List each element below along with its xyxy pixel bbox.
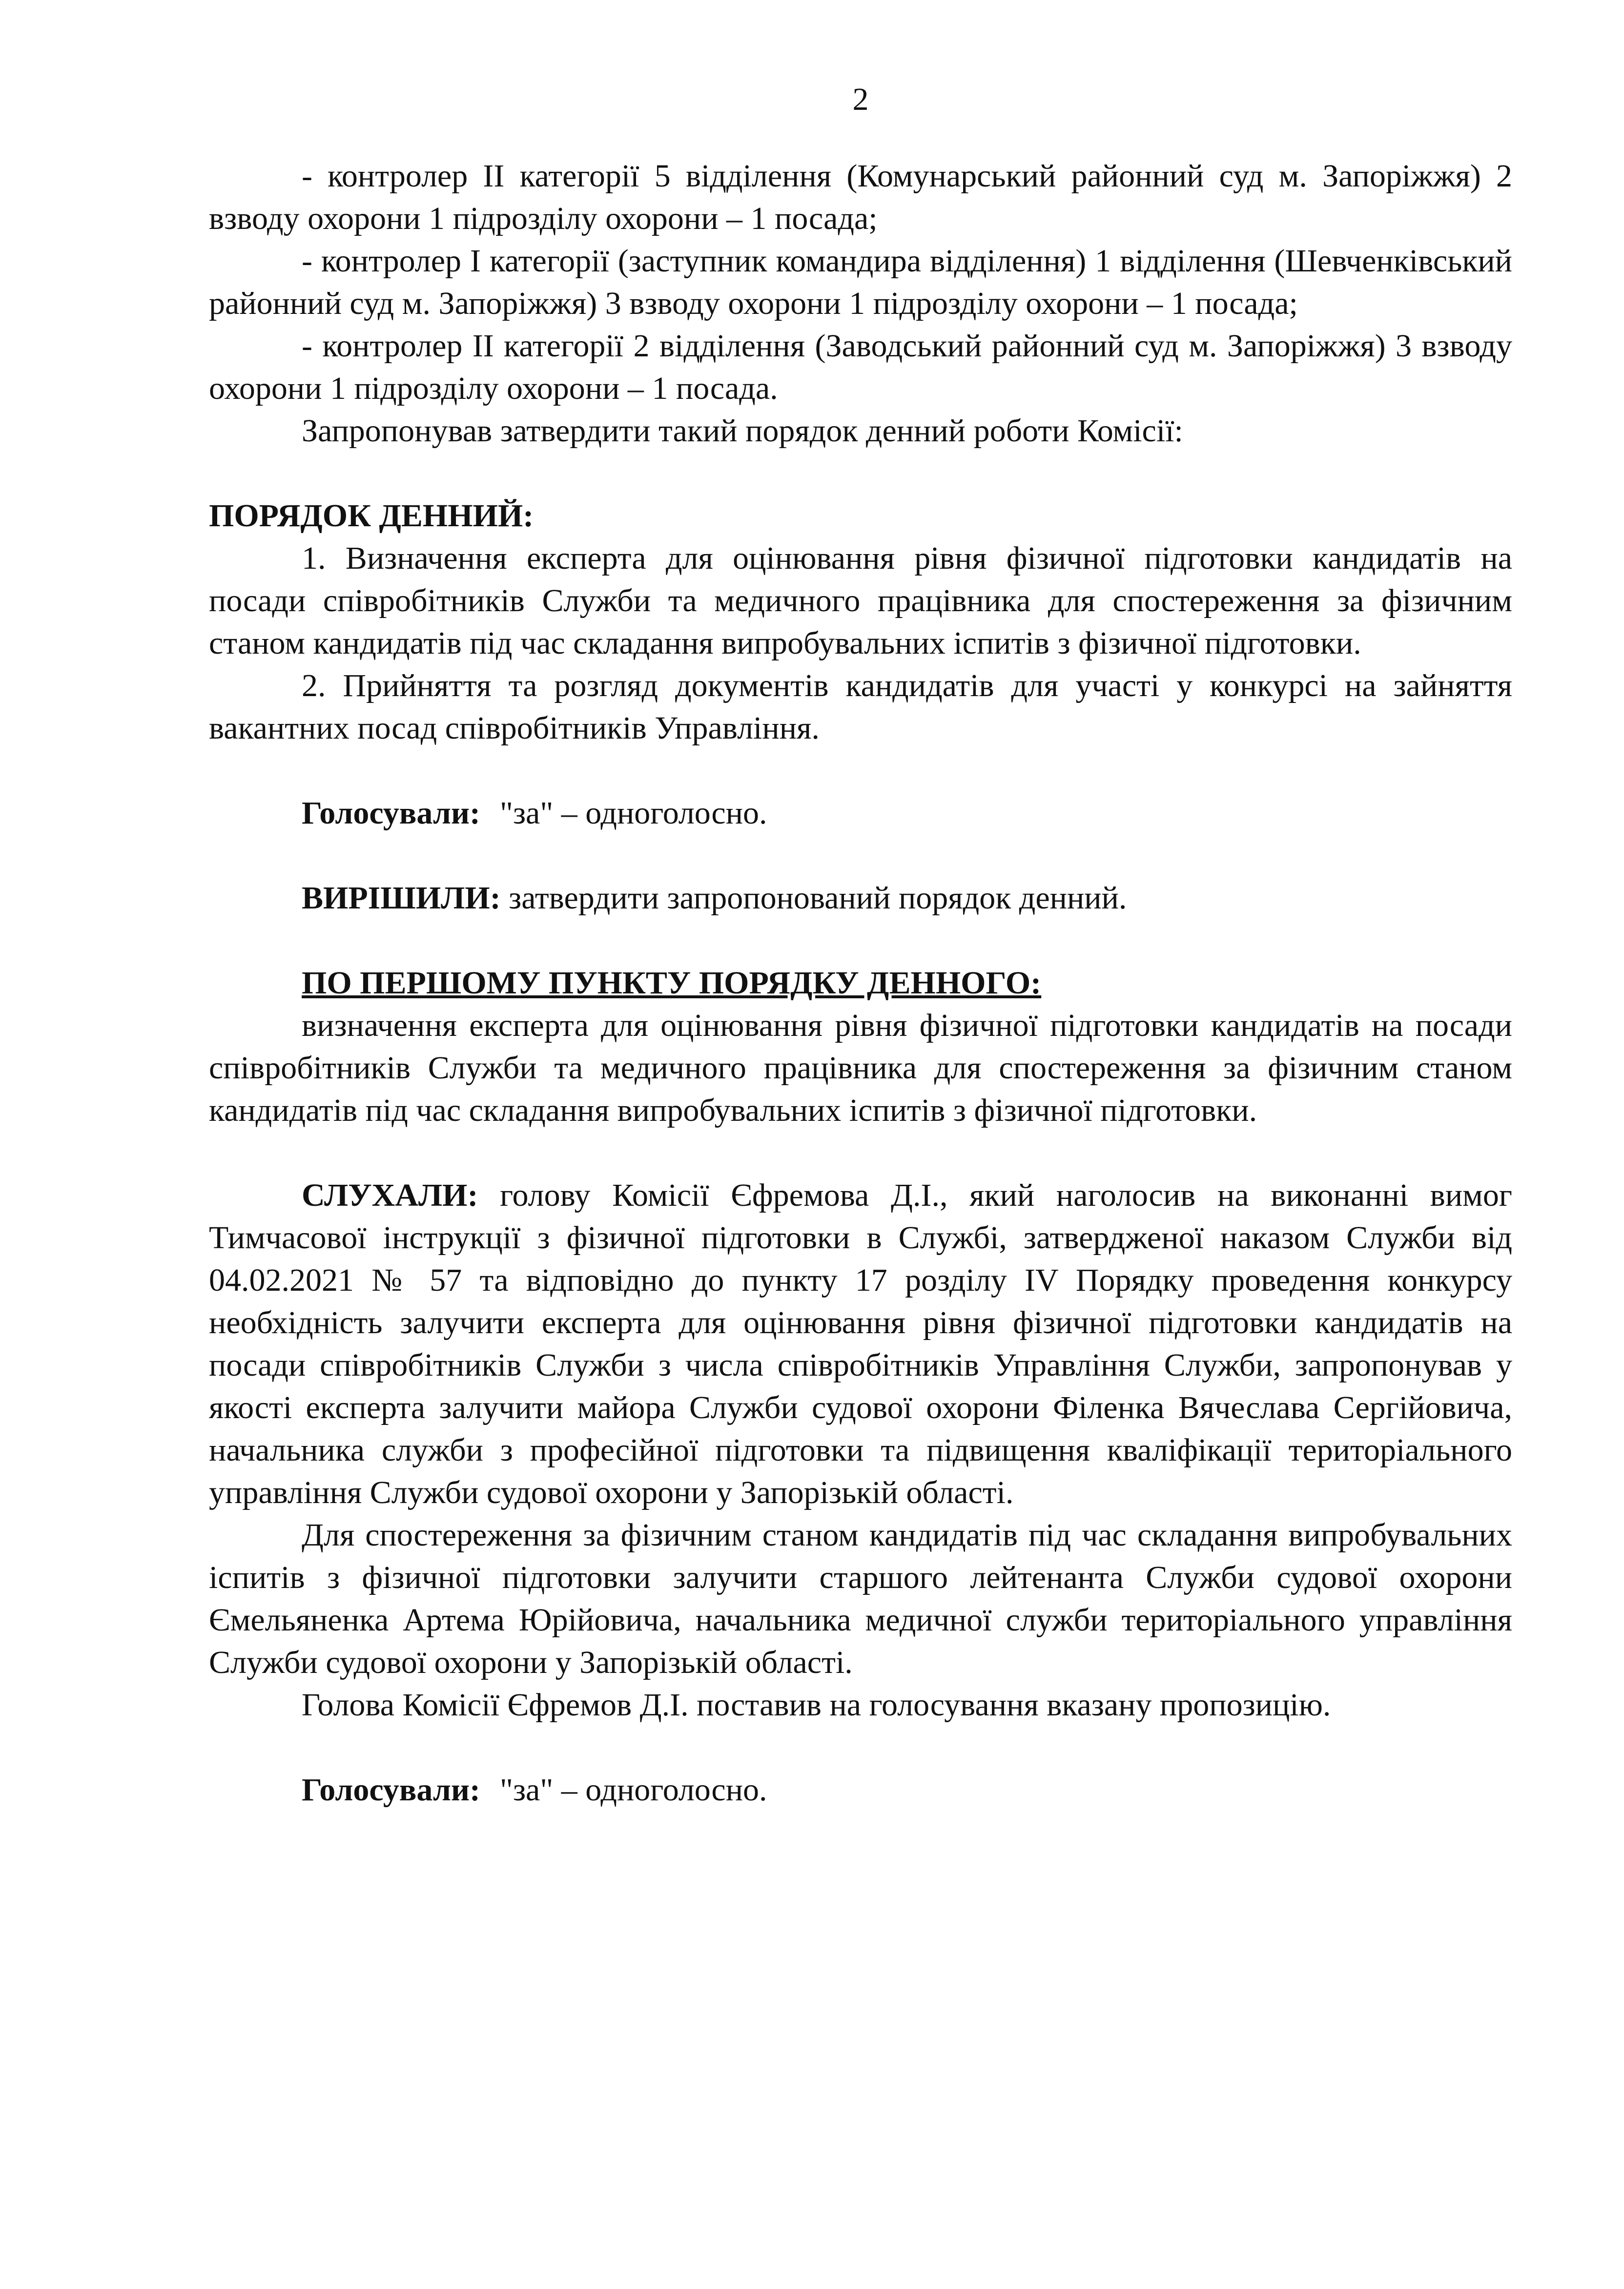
vote-result-2 <box>209 1769 1512 1811</box>
decision-label: ВИРІШИЛИ: <box>302 880 501 916</box>
vote-value: "за" – одноголосно. <box>500 1772 767 1808</box>
chair-paragraph: Голова Комісії Єфремов Д.І. поставив на голосування вказану пропозицію. <box>302 1687 1331 1723</box>
vote-label: Голосували: <box>302 795 481 831</box>
first-item-text: визначення експерта для оцінювання рівня фізичної підготовки кандидатів на посади співробітників Служби та медичного працівника для спостереження за фізичним станом кандидатів під час складання випробувальних іспитів з фізичної підготовки. <box>209 1008 1512 1128</box>
list-item: - контролер I категорії (заступник командира відділення) 1 відділення (Шевченківський районний суд м. Запоріжжя) 3 взводу охорони 1 підрозділу охорони – 1 посада; <box>209 243 1512 321</box>
first-item-heading: ПО ПЕРШОМУ ПУНКТУ ПОРЯДКУ ДЕННОГО: <box>302 965 1042 1001</box>
heard-label: СЛУХАЛИ: <box>302 1177 478 1213</box>
list-item: - контролер II категорії 5 відділення (Комунарський районний суд м. Запоріжжя) 2 взводу охорони 1 підрозділу охорони – 1 посада; <box>209 158 1512 236</box>
vote-label: Голосували: <box>302 1772 481 1808</box>
decision-1 <box>209 877 1512 919</box>
medical-paragraph: Для спостереження за фізичним станом кандидатів під час складання випробувальних іспитів з фізичної підготовки залучити старшого лейтенанта Служби судової охорони Ємельяненка Артема Юрійовича, начальника медичної служби територіального управління Служби судової охорони у Запорізькій області. <box>209 1517 1512 1680</box>
agenda-intro: Запропонував затвердити такий порядок денний роботи Комісії: <box>302 413 1183 449</box>
agenda-heading: ПОРЯДОК ДЕННИЙ: <box>209 498 534 534</box>
document-body <box>209 78 1512 1811</box>
list-item: - контролер II категорії 2 відділення (Заводський районний суд м. Запоріжжя) 3 взводу охорони 1 підрозділу охорони – 1 посада. <box>209 328 1512 406</box>
heard-text: голову Комісії Єфремова Д.І., який наголосив на виконанні вимог Тимчасової інструкції з фізичної підготовки в Службі, затвердженої наказом Служби від 04.02.2021 № 57 та відповідно до пункту 17 розділу IV Порядку проведення конкурсу необхідність залучити експерта для оцінювання рівня фізичної підготовки кандидатів на посади співробітників Служби з числа співробітників Управління Служби, запропонував у якості експерта залучити майора Служби судової охорони Філенка Вячеслава Сергійовича, начальника служби з професійної підготовки та підвищення кваліфікації територіального управління Служби судової охорони у Запорізькій області. <box>209 1177 1512 1510</box>
vote-value: "за" – одноголосно. <box>500 795 767 831</box>
agenda-item: 1. Визначення експерта для оцінювання рівня фізичної підготовки кандидатів на посади співробітників Служби та медичного працівника для спостереження за фізичним станом кандидатів під час складання випробувальних іспитів з фізичної підготовки. <box>209 540 1512 661</box>
vote-result-1 <box>209 792 1512 834</box>
agenda-item: 2. Прийняття та розгляд документів кандидатів для участі у конкурсі на зайняття вакантних посад співробітників Управління. <box>209 668 1512 746</box>
heard-paragraph <box>209 1174 1512 1514</box>
decision-text: затвердити запропонований порядок денний. <box>500 880 1127 916</box>
page-number: 2 <box>852 82 869 117</box>
